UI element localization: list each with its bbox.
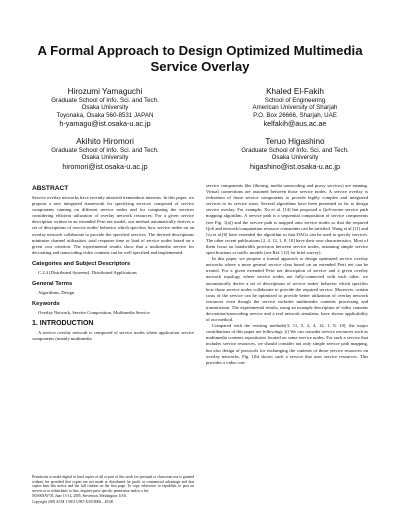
footnote-permission: Permission to make digital or hard copies of all or part of this work for personal or classroom use is granted without fee provided that copies are not made or distributed for profit or commercial advantage and that copies bear this notice and the full citation on the first page. To copy otherwise, to republish, to post on servers or to redistribute to lists, requires prior specific permission and/or a fee. bbox=[32, 475, 194, 493]
general-terms-heading: General Terms bbox=[32, 281, 73, 288]
author-address: P.O. Box 26666, Sharjah, UAE bbox=[253, 111, 337, 119]
author-affiliation: Osaka University bbox=[271, 154, 319, 162]
author-email: higashino@ist.osaka-u.ac.jp bbox=[249, 161, 340, 171]
author-email: hiromori@ist.osaka-u.ac.jp bbox=[62, 161, 148, 171]
categories-heading: Categories and Subject Descriptors bbox=[32, 260, 131, 267]
abstract-text: Service overlay networks have recently attracted tremendous interests. In this paper, we propose a new integrated framework for specifying services composed of service components running on different service nodes and for computing the services considering efficient utilization of overlay network resources. For a given service description written in an extended Petri net model, our method automatically derives a set of descriptions of service nodes' behavior which specifies how service nodes on an overlay network collaborate to provide the specified services. The derived descriptions minimize channel utilization, total response time or load of service nodes based on a given cost criterion. The experimental results show that a multimedia service for decorating and transcoding video contents can be well specified and implemented. bbox=[32, 195, 194, 255]
author-address: Toyonaka, Osaka 560-8531 JAPAN bbox=[56, 111, 154, 119]
author-name: Hirozumi Yamaguchi bbox=[67, 87, 143, 96]
author-affiliation: School of Engineering bbox=[264, 97, 326, 104]
author-affiliation: American University of Sharjah bbox=[252, 104, 338, 112]
introduction-text: A service overlay network is composed of service nodes where application service components (mainly multimedia bbox=[32, 330, 194, 342]
author-3 bbox=[10, 137, 200, 171]
footnote-copyright: Copyright 2005 ACM 1-58113-987-X/05/0006 ...$5.00. bbox=[32, 499, 115, 504]
author-name: Khaled El-Fakih bbox=[266, 87, 324, 96]
author-affiliation: Osaka University bbox=[81, 154, 129, 162]
author-1 bbox=[10, 87, 200, 128]
paper-title bbox=[20, 43, 380, 75]
author-email: kelfakih@aus.ac.ae bbox=[263, 119, 327, 129]
body-paragraph: service components like filtering, media transcoding and proxy services) are running. Virtual connections are assumed between those service nodes. A service overlay is federation of those service components to provide highly complex and integrated services to its service users. Several algorithms have been presented so far to design service overlay. For example, Xu et al. [14] has proposed a QoS-aware service path mapping algorithm. A service path is a sequential composition of service components (see Fig. 1(a)) and the service path is mapped onto service nodes so that the required QoS and network/computation resource constraints can be satisfied. Wang et al.[11] and Gu et al.[6] have extended the algorithm so that DAGs can be used to specify services. The other recent publications [2, 4, 12, 1, 8, 10] have their own characteristics. Most of them focus on bandwidth provision between service nodes, assuming simple service specifications or traffic models (see Ref. [12] for brief survey). bbox=[206, 183, 368, 256]
title-line-1: A Formal Approach to Design Optimized Multimedia bbox=[37, 43, 363, 58]
author-affiliation: Graduate School of Info. Sci. and Tech. bbox=[241, 147, 349, 154]
permission-footnote bbox=[32, 475, 194, 506]
author-2 bbox=[200, 87, 390, 128]
keywords-text: Overlay Network, Service Composition, Multimedia Service bbox=[38, 310, 150, 316]
introduction-heading: 1. INTRODUCTION bbox=[32, 320, 94, 328]
title-line-2: Service Overlay bbox=[150, 59, 250, 74]
general-terms-text: Algorithms, Design bbox=[38, 290, 75, 296]
author-affiliation: Graduate School of Info. Sci. and Tech. bbox=[51, 147, 159, 154]
categories-text: C.2.4 [Distributed Systems]: Distributed Applications bbox=[38, 269, 137, 275]
author-affiliation: Osaka University bbox=[81, 104, 129, 112]
left-column bbox=[32, 183, 194, 342]
author-name: Teruo Higashino bbox=[265, 137, 325, 146]
body-paragraph: Compared with the existing methods[3, 11, 5, 2, 4, 12, 1, 8, 10], the major contributions of this paper are followings. (i) We can consider service resources such as multimedia contents repositories located on some service nodes. For such a service that includes service resources, we should consider not only simple service path mapping, but also design of protocols for exchanging the contents of those service resources on overlay networks. Fig. 1(b) shows such a service that uses service resources. This provides a video con- bbox=[206, 323, 368, 365]
body-paragraph: In this paper, we propose a formal approach to design optimized service overlay networks where a more general service class based on an extended Petri net can be treated. For a given extended Petri net description of service and a given overlay network topology where service nodes are fully-connected with each other, we automatically derive a set of descriptions of service nodes' behavior which specifies how those service nodes collaborate to provide the required service. Moreover, certain costs of the service can be optimized to provide better utilization of overlay network resources even though the service includes multimedia contents processing and transmission. The experimental results, using an example description of video contents decoration/transcoding service and a real network simulator, have shown applicability of our method. bbox=[206, 256, 368, 323]
abstract-heading: ABSTRACT bbox=[32, 185, 69, 192]
author-4 bbox=[200, 137, 390, 171]
keywords-heading: Keywords bbox=[32, 301, 60, 308]
footnote-venue: NOSSDAV'05, June 13-14, 2005, Stevenson, Washington, USA. bbox=[32, 494, 128, 499]
right-column bbox=[206, 183, 368, 366]
author-affiliation: Graduate School of Info. Sci. and Tech. bbox=[51, 97, 159, 104]
author-name: Akihito Hiromori bbox=[76, 137, 134, 146]
author-email: h-yamagu@ist.osaka-u.ac.jp bbox=[59, 119, 151, 129]
